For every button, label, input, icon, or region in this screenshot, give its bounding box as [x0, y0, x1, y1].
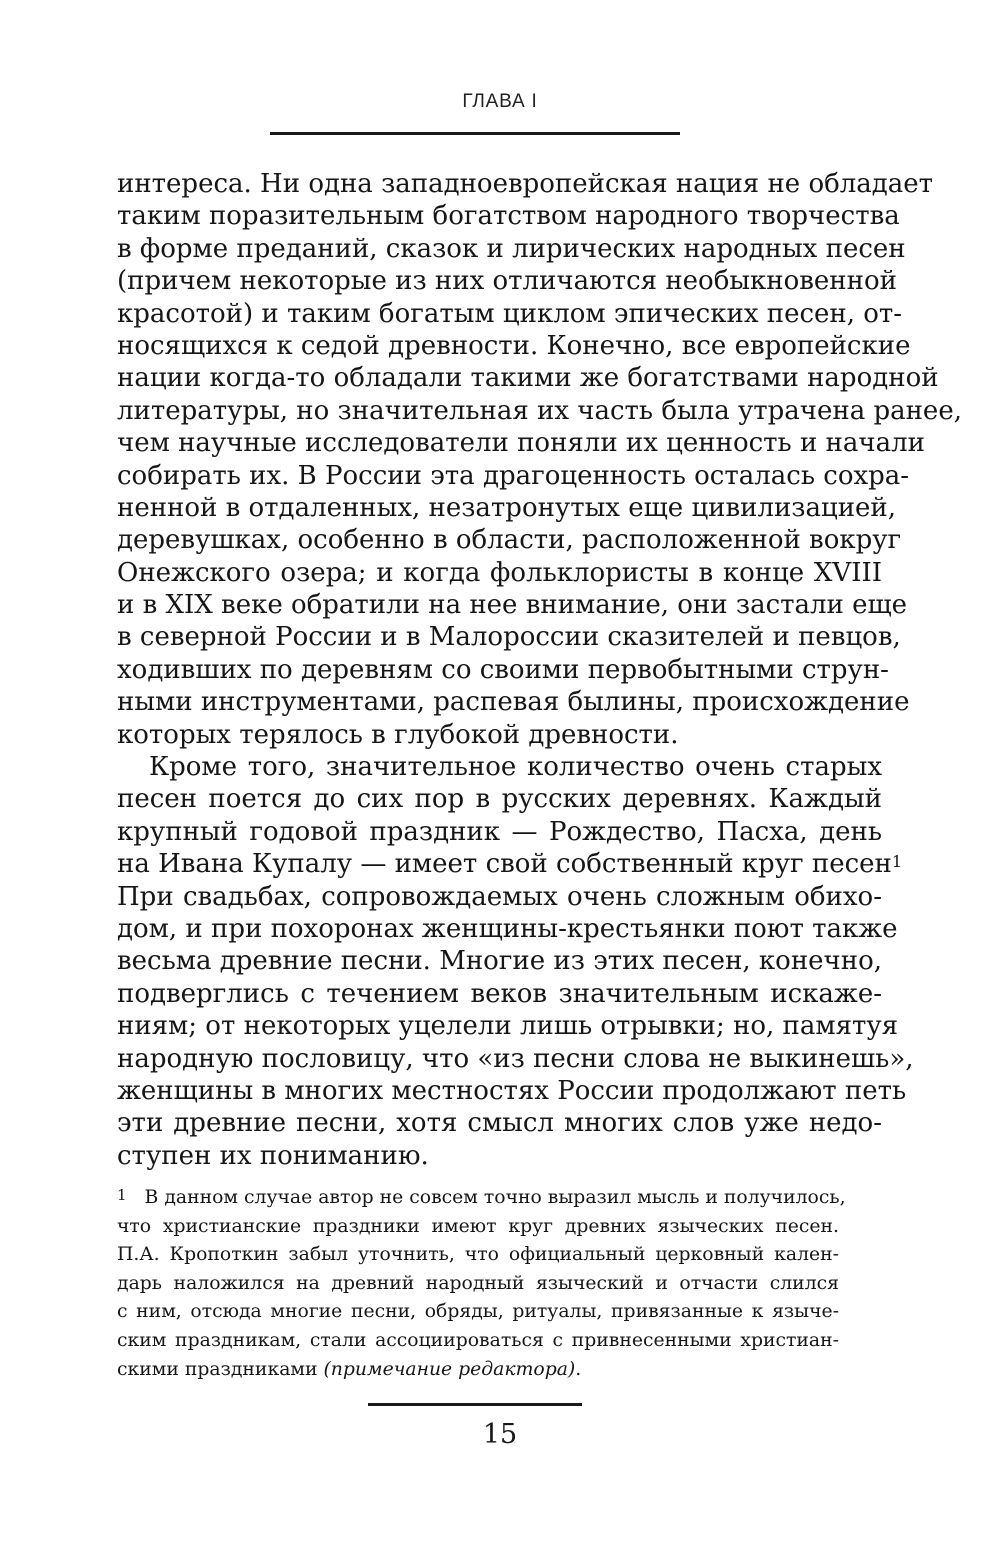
- footnote-reference[interactable]: 1: [891, 852, 903, 872]
- editor-note: (примечание редактора): [323, 1358, 576, 1380]
- text-line: которых терялось в глубокой древности.: [117, 719, 679, 750]
- text-line: интереса. Ни одна западноевропейская нация не обладает: [117, 169, 934, 199]
- text-line-with-note: [117, 848, 903, 880]
- text-line: При свадьбах, сопровождаемых очень сложным обихо-: [117, 881, 882, 912]
- footnote-line: что христианские праздники имеют круг древних языческих песен.: [117, 1215, 839, 1237]
- text-line: красотой) и таким богатым циклом эпических песен, от-: [117, 298, 903, 329]
- text-line: чем научные исследователи поняли их ценность и начали: [117, 428, 925, 459]
- text-line: дом, и при похоронах женщины-крестьянки поют также: [117, 913, 898, 944]
- text-line: деревушках, особенно в области, расположенной вокруг: [117, 525, 902, 556]
- text-line: и в XIX веке обратили на нее внимание, они застали еще: [117, 590, 908, 621]
- text-line: женщины в многих местностях России продолжают петь: [117, 1075, 907, 1106]
- footnote-last-text: скими праздниками: [117, 1358, 324, 1380]
- footnote-end: .: [575, 1358, 582, 1380]
- text-line: (причем некоторые из них отличаются необыкновенной: [117, 266, 897, 297]
- header-rule: [270, 132, 680, 135]
- text-line: подверглись с течением веков значительным искаже-: [117, 978, 882, 1009]
- text-line: ступен их пониманию.: [117, 1140, 429, 1171]
- footer-rule: [368, 1403, 582, 1406]
- text-line: ниям; от некоторых уцелели лишь отрывки; но, памятуя: [117, 1011, 899, 1042]
- footnote-line: П.А. Кропоткин забыл уточнить, что официальный церковный кален-: [117, 1244, 839, 1266]
- paragraph-2: [117, 751, 914, 1172]
- text-line: в северной России и в Малороссии сказителей и певцов,: [117, 622, 901, 653]
- text-line: носящихся к седой древности. Конечно, все европейские: [117, 330, 911, 361]
- page-number: 15: [482, 1419, 518, 1450]
- text-line: ными инструментами, распевая былины, происхождение: [117, 687, 910, 718]
- text-line: народную пословицу, что «из песни слова не выкинешь»,: [117, 1043, 914, 1074]
- footnote-line-text: В данном случае автор не совсем точно выразил мысль и получилось,: [144, 1187, 846, 1208]
- footnote-line: ским праздникам, стали ассоциироваться с привнесенными христиан-: [117, 1329, 839, 1351]
- text-line: нации когда-то обладали такими же богатствами народной: [117, 363, 939, 394]
- text-line: весьма древние песни. Многие из этих песен, конечно,: [117, 946, 882, 977]
- text-line-body: на Ивана Купалу — имеет свой собственный круг песен: [117, 849, 892, 880]
- footnote-line: с ним, отсюда многие песни, обряды, ритуалы, привязанные к языче-: [117, 1301, 839, 1323]
- text-line: Кроме того, значительное количество очень старых: [149, 752, 882, 783]
- footnote-line: дарь наложился на древний народный языческий и отчасти слился: [117, 1272, 839, 1294]
- text-line: литературы, но значительная их часть была утрачена ранее,: [117, 395, 962, 426]
- footnote-line: [117, 1184, 846, 1213]
- text-line: песен поется до сих пор в русских деревнях. Каждый: [117, 784, 882, 815]
- text-line: собирать их. В России эта драгоценность осталась сохра-: [117, 460, 910, 491]
- footnote: [117, 1184, 846, 1384]
- text-line: таким поразительным богатством народного творчества: [117, 201, 900, 232]
- footnote-line: [117, 1356, 839, 1385]
- text-line: в форме преданий, сказок и лирических народных песен: [117, 233, 906, 264]
- running-head: [0, 90, 1000, 114]
- footnote-number: 1: [117, 1186, 127, 1204]
- text-line: ненной в отдаленных, незатронутых еще цивилизацией,: [117, 492, 897, 523]
- text-line: ходивших по деревням со своими первобытными струн-: [117, 654, 889, 685]
- chapter-title: ГЛАВА I: [462, 91, 538, 112]
- main-text: [117, 168, 962, 1172]
- paragraph-1: [117, 168, 962, 751]
- text-line: эти древние песни, хотя смысл многих слов уже недо-: [117, 1108, 882, 1139]
- text-line: Онежского озера; и когда фольклористы в конце XVIII: [117, 557, 882, 588]
- text-line: крупный годовой праздник — Рождество, Пасха, день: [117, 816, 882, 847]
